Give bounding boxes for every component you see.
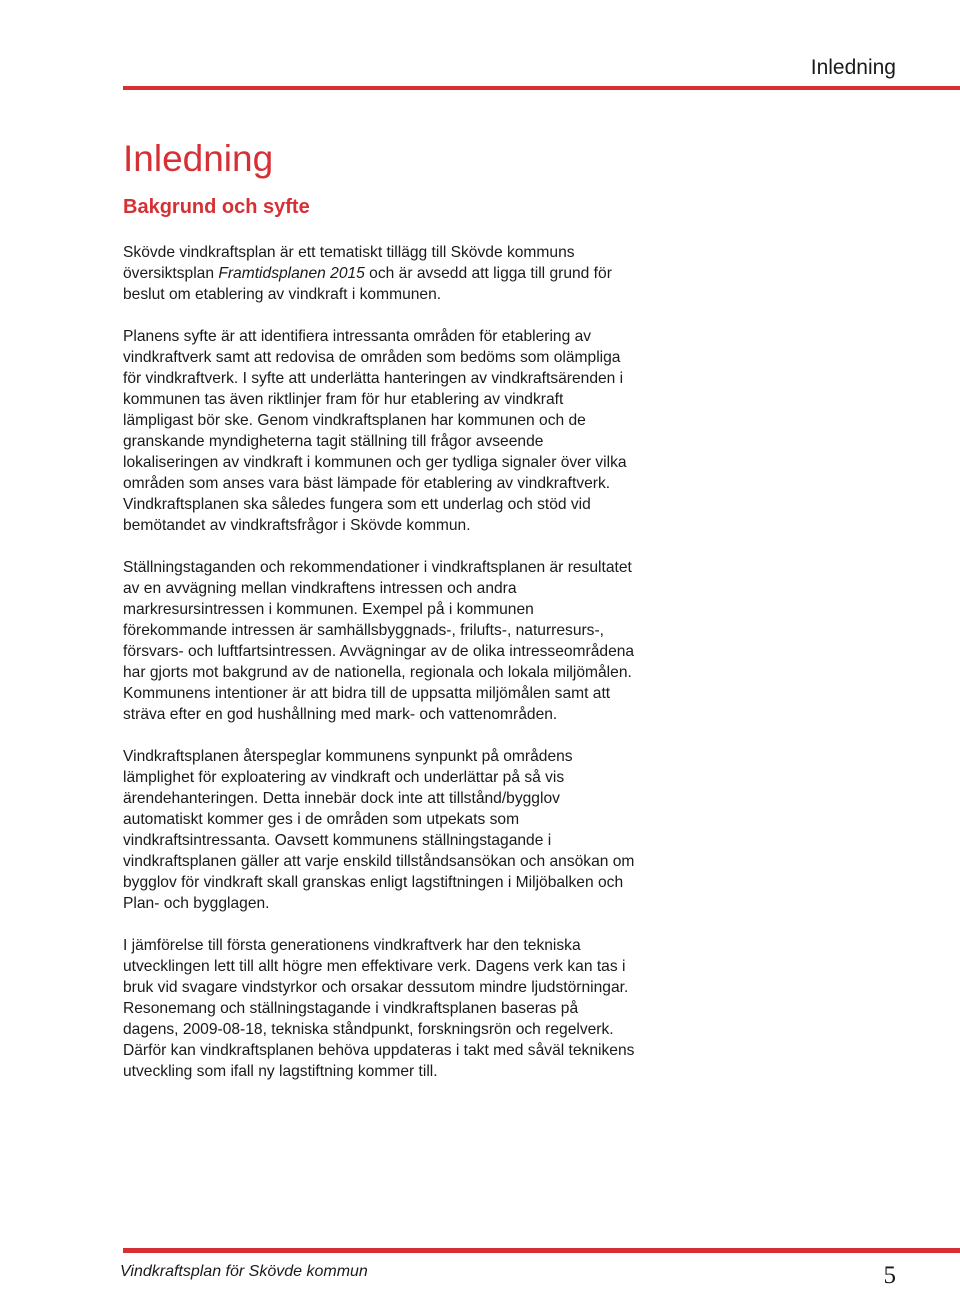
paragraph-1-text-before: Skövde vindkraftsplan är ett tematiskt tillägg till Skövde kommuns översiktsplan [123, 244, 575, 282]
page-number: 5 [883, 1262, 896, 1289]
paragraph-1-text-after: och är avsedd att ligga till grund för beslut om etablering av vindkraft i kommunen. [123, 265, 612, 303]
plan-name-italic: Framtidsplanen 2015 [218, 265, 365, 282]
section-heading: Bakgrund och syfte [123, 196, 310, 218]
paragraph-3: Ställningstaganden och rekommendationer i vindkraftsplanen är resultatet av en avvägning mellan vindkraftens intressen och andra markresursintressen i kommunen. Exempel på i kommunen förekommande intressen är samhällsbyggnads-, frilufts-, naturresurs-, försvars- och luftfartsintressen. Avvägningar av de olika intresseområdena har gjorts mot bakgrund av de nationella, regionala och lokala miljömålen. Kommunens intentioner är att bidra till de uppsatta miljömålen samt att sträva efter en god hushållning med mark- och vattenområden. [123, 559, 635, 723]
paragraph-2: Planens syfte är att identifiera intressanta områden för etablering av vindkraftverk samt att redovisa de områden som bedöms som olämpliga för vindkraftverk. I syfte att underlätta hanteringen av vindkraftsärenden i kommunen tas även riktlinjer fram för hur etablering av vindkraft lämpligast bör ske. Genom vindkraftsplanen har kommunen och de granskande myndigheterna tagit ställning till frågor avseende lokaliseringen av vindkraft i kommunen och ger tydliga signaler över vilka områden som anses vara bäst lämpade för etablering av vindkraftverk. Vindkraftsplanen ska således fungera som ett underlag och stöd vid bemötandet av vindkraftsfrågor i Skövde kommun. [123, 328, 627, 534]
body-text [123, 242, 635, 1103]
paragraph-5: I jämförelse till första generationens vindkraftverk har den tekniska utvecklingen lett till allt högre men effektivare verk. Dagens verk kan tas i bruk vid svagare vindstyrkor och orsakar dessutom mindre ljudstörningar. Resonemang och ställningstagande i vindkraftsplanen baseras på dagens, 2009-08-18, tekniska ståndpunkt, forskningsrön och regelverk. Därför kan vindkraftsplanen behöva uppdateras i takt med såväl teknikens utveckling som ifall ny lagstiftning kommer till. [123, 937, 635, 1080]
paragraph-1 [123, 242, 635, 305]
header-divider [123, 86, 960, 90]
paragraph-4: Vindkraftsplanen återspeglar kommunens synpunkt på områdens lämplighet för exploatering av vindkraft och underlättar på så vis ärendehanteringen. Detta innebär dock inte att tillstånd/bygglov automatiskt kommer ges i de områden som utpekats som vindkraftsintressanta. Oavsett kommunens ställningstagande i vindkraftsplanen gäller att varje enskild tillståndsansökan och ansökan om bygglov för vindkraft skall granskas enligt lagstiftningen i Miljöbalken och Plan- och bygglagen. [123, 748, 635, 912]
page-title: Inledning [123, 138, 274, 179]
running-header-title: Inledning [810, 56, 896, 79]
footer-divider [123, 1248, 960, 1253]
footer-document-title: Vindkraftsplan för Skövde kommun [120, 1263, 368, 1280]
